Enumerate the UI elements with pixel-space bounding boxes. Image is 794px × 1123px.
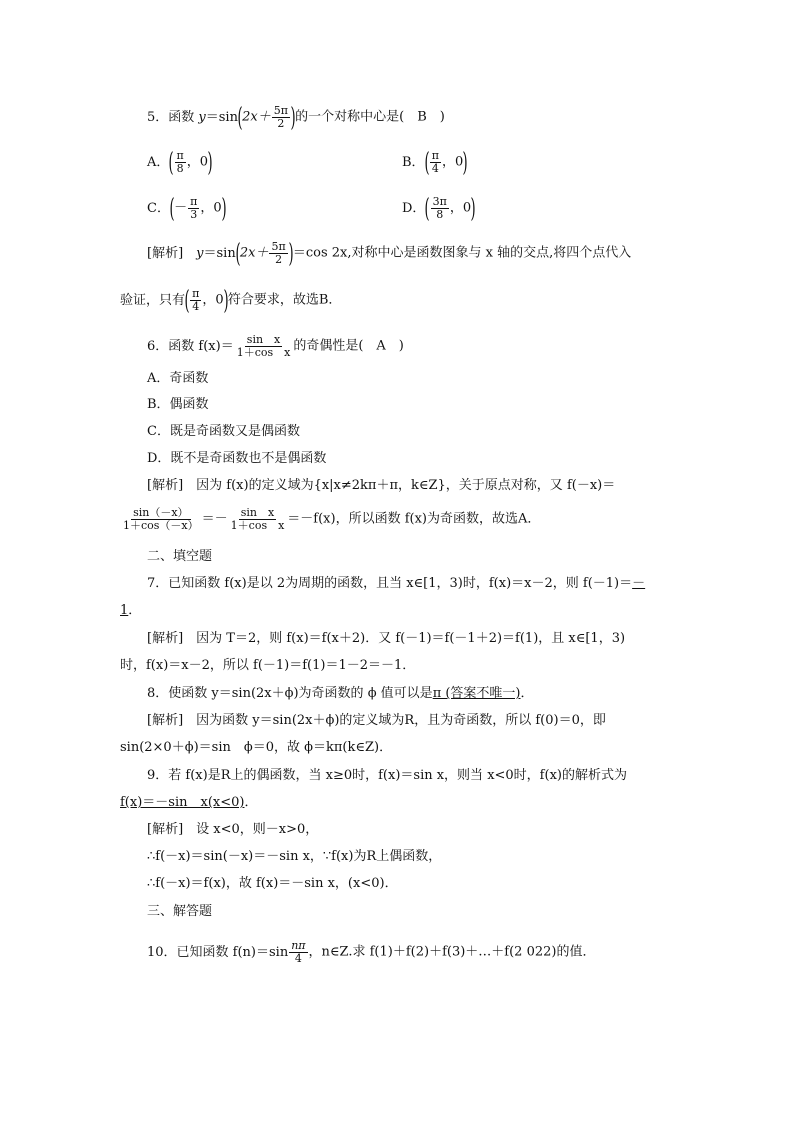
q6-option-c: C．既是奇函数又是偶函数 — [147, 424, 300, 439]
q5-option-c: C．(－ $\frac{\pi}{3}$ ，0) — [147, 193, 227, 224]
section-answers: 三、解答题 — [147, 904, 213, 919]
q7-stem-line1: 7．已知函数 f(x)是以 2为周期的函数，且当 x∈[1，3)时，f(x)＝x－2，则 f(－1)＝－ — [147, 576, 646, 591]
q6-explanation-line1: [解析] 因为 f(x)的定义域为{x|x≠2kπ＋π，k∈Z}，关于原点对称，又 f(－x)＝ — [147, 478, 616, 493]
q9-answer: f(x)＝－sin x(x<0) — [120, 795, 245, 810]
q5-stem-suffix: 的一个对称中心是( B ) — [295, 109, 445, 125]
q10-stem: 10．已知函数 f(n)＝sin $\frac{n\pi}{4}$ ，n∈Z.求 f(1)＋f(2)＋f(3)＋…＋f(2 022)的值． — [147, 939, 596, 965]
q6-explanation-line2: $\frac{\sin(-x)}{1+\cos(-x)}$ ＝－ $\frac{\text{sin x}}{\text{1＋cos x}}$ ＝－f(x)，所以函数 f(x)为奇函数，故选A． — [123, 506, 541, 532]
q7-explanation-line2: 时，f(x)＝x－2，所以 f(－1)＝f(1)＝1－2＝－1． — [120, 658, 416, 673]
q5-sin: ＝sin — [205, 110, 238, 125]
q5-y: y — [198, 110, 206, 125]
q5-explanation-line1: [解析] y＝sin(2x＋ $\frac{5\pi}{2}$ )＝cos 2x,对称中心是函数图象与 x 轴的交点,将四个点代入 — [147, 238, 632, 269]
q5-explanation-line2: 验证，只有( $\frac{\pi}{4}$ ，0)符合要求，故选B． — [120, 285, 342, 316]
q9-explanation-line3: ∴f(－x)＝f(x)，故 f(x)＝－sin x，(x<0)． — [147, 876, 398, 891]
q5-option-a: A．( $\frac{\pi}{8}$ ，0) — [147, 147, 213, 178]
q5-option-b: B．( $\frac{\pi}{4}$ ，0) — [402, 147, 468, 178]
q8-stem: 8．使函数 y＝sin(2x＋ϕ)为奇函数的 ϕ 值可以是π (答案不唯一)． — [147, 686, 534, 701]
q9-stem-line2: f(x)＝－sin x(x<0)． — [120, 795, 258, 810]
q9-explanation-line1: [解析] 设 x<0，则－x>0， — [147, 822, 319, 837]
left-paren: ( — [237, 102, 243, 133]
right-paren: ) — [290, 102, 296, 133]
q6-option-b: B．偶函数 — [147, 397, 209, 412]
q6-option-a: A．奇函数 — [147, 371, 209, 386]
q8-explanation-line1: [解析] 因为函数 y＝sin(2x＋ϕ)的定义域为R，且为奇函数，所以 f(0)＝0，即 — [147, 713, 606, 728]
q5-stem-prefix: 5．函数 — [147, 110, 199, 125]
section-fill-in: 二、填空题 — [147, 549, 213, 564]
q9-explanation-line2: ∴f(－x)＝sin(－x)＝－sin x，∵f(x)为R上偶函数， — [147, 849, 442, 864]
q6-stem: 6．函数 f(x)＝ $\frac{\text{sin x}}{\text{1＋cos x}}$ 的奇偶性是( A ) — [147, 333, 404, 359]
q5-fraction: $\frac{5\pi}{2}$ — [273, 104, 288, 130]
q8-answer: π (答案不唯一) — [432, 686, 521, 701]
q5-stem — [147, 102, 445, 133]
q5-2x: 2x＋ — [242, 109, 271, 125]
q5-option-d: D．( $\frac{3\pi}{8}$ ，0) — [402, 193, 476, 224]
q7-answer-part1: － — [632, 576, 646, 591]
q7-answer-part2: 1 — [120, 603, 129, 618]
q8-explanation-line2: sin(2×0＋ϕ)＝sin ϕ＝0，故 ϕ＝kπ(k∈Z)． — [120, 740, 393, 755]
q6-option-d: D．既不是奇函数也不是偶函数 — [147, 451, 327, 466]
q7-stem-line2: 1． — [120, 603, 142, 618]
q7-explanation-line1: [解析] 因为 T＝2，则 f(x)＝f(x＋2)．又 f(－1)＝f(－1＋2)＝f(1)，且 x∈[1，3) — [147, 631, 626, 646]
q9-stem-line1: 9．若 f(x)是R上的偶函数，当 x≥0时，f(x)＝sin x，则当 x<0时，f(x)的解析式为 — [147, 768, 627, 783]
